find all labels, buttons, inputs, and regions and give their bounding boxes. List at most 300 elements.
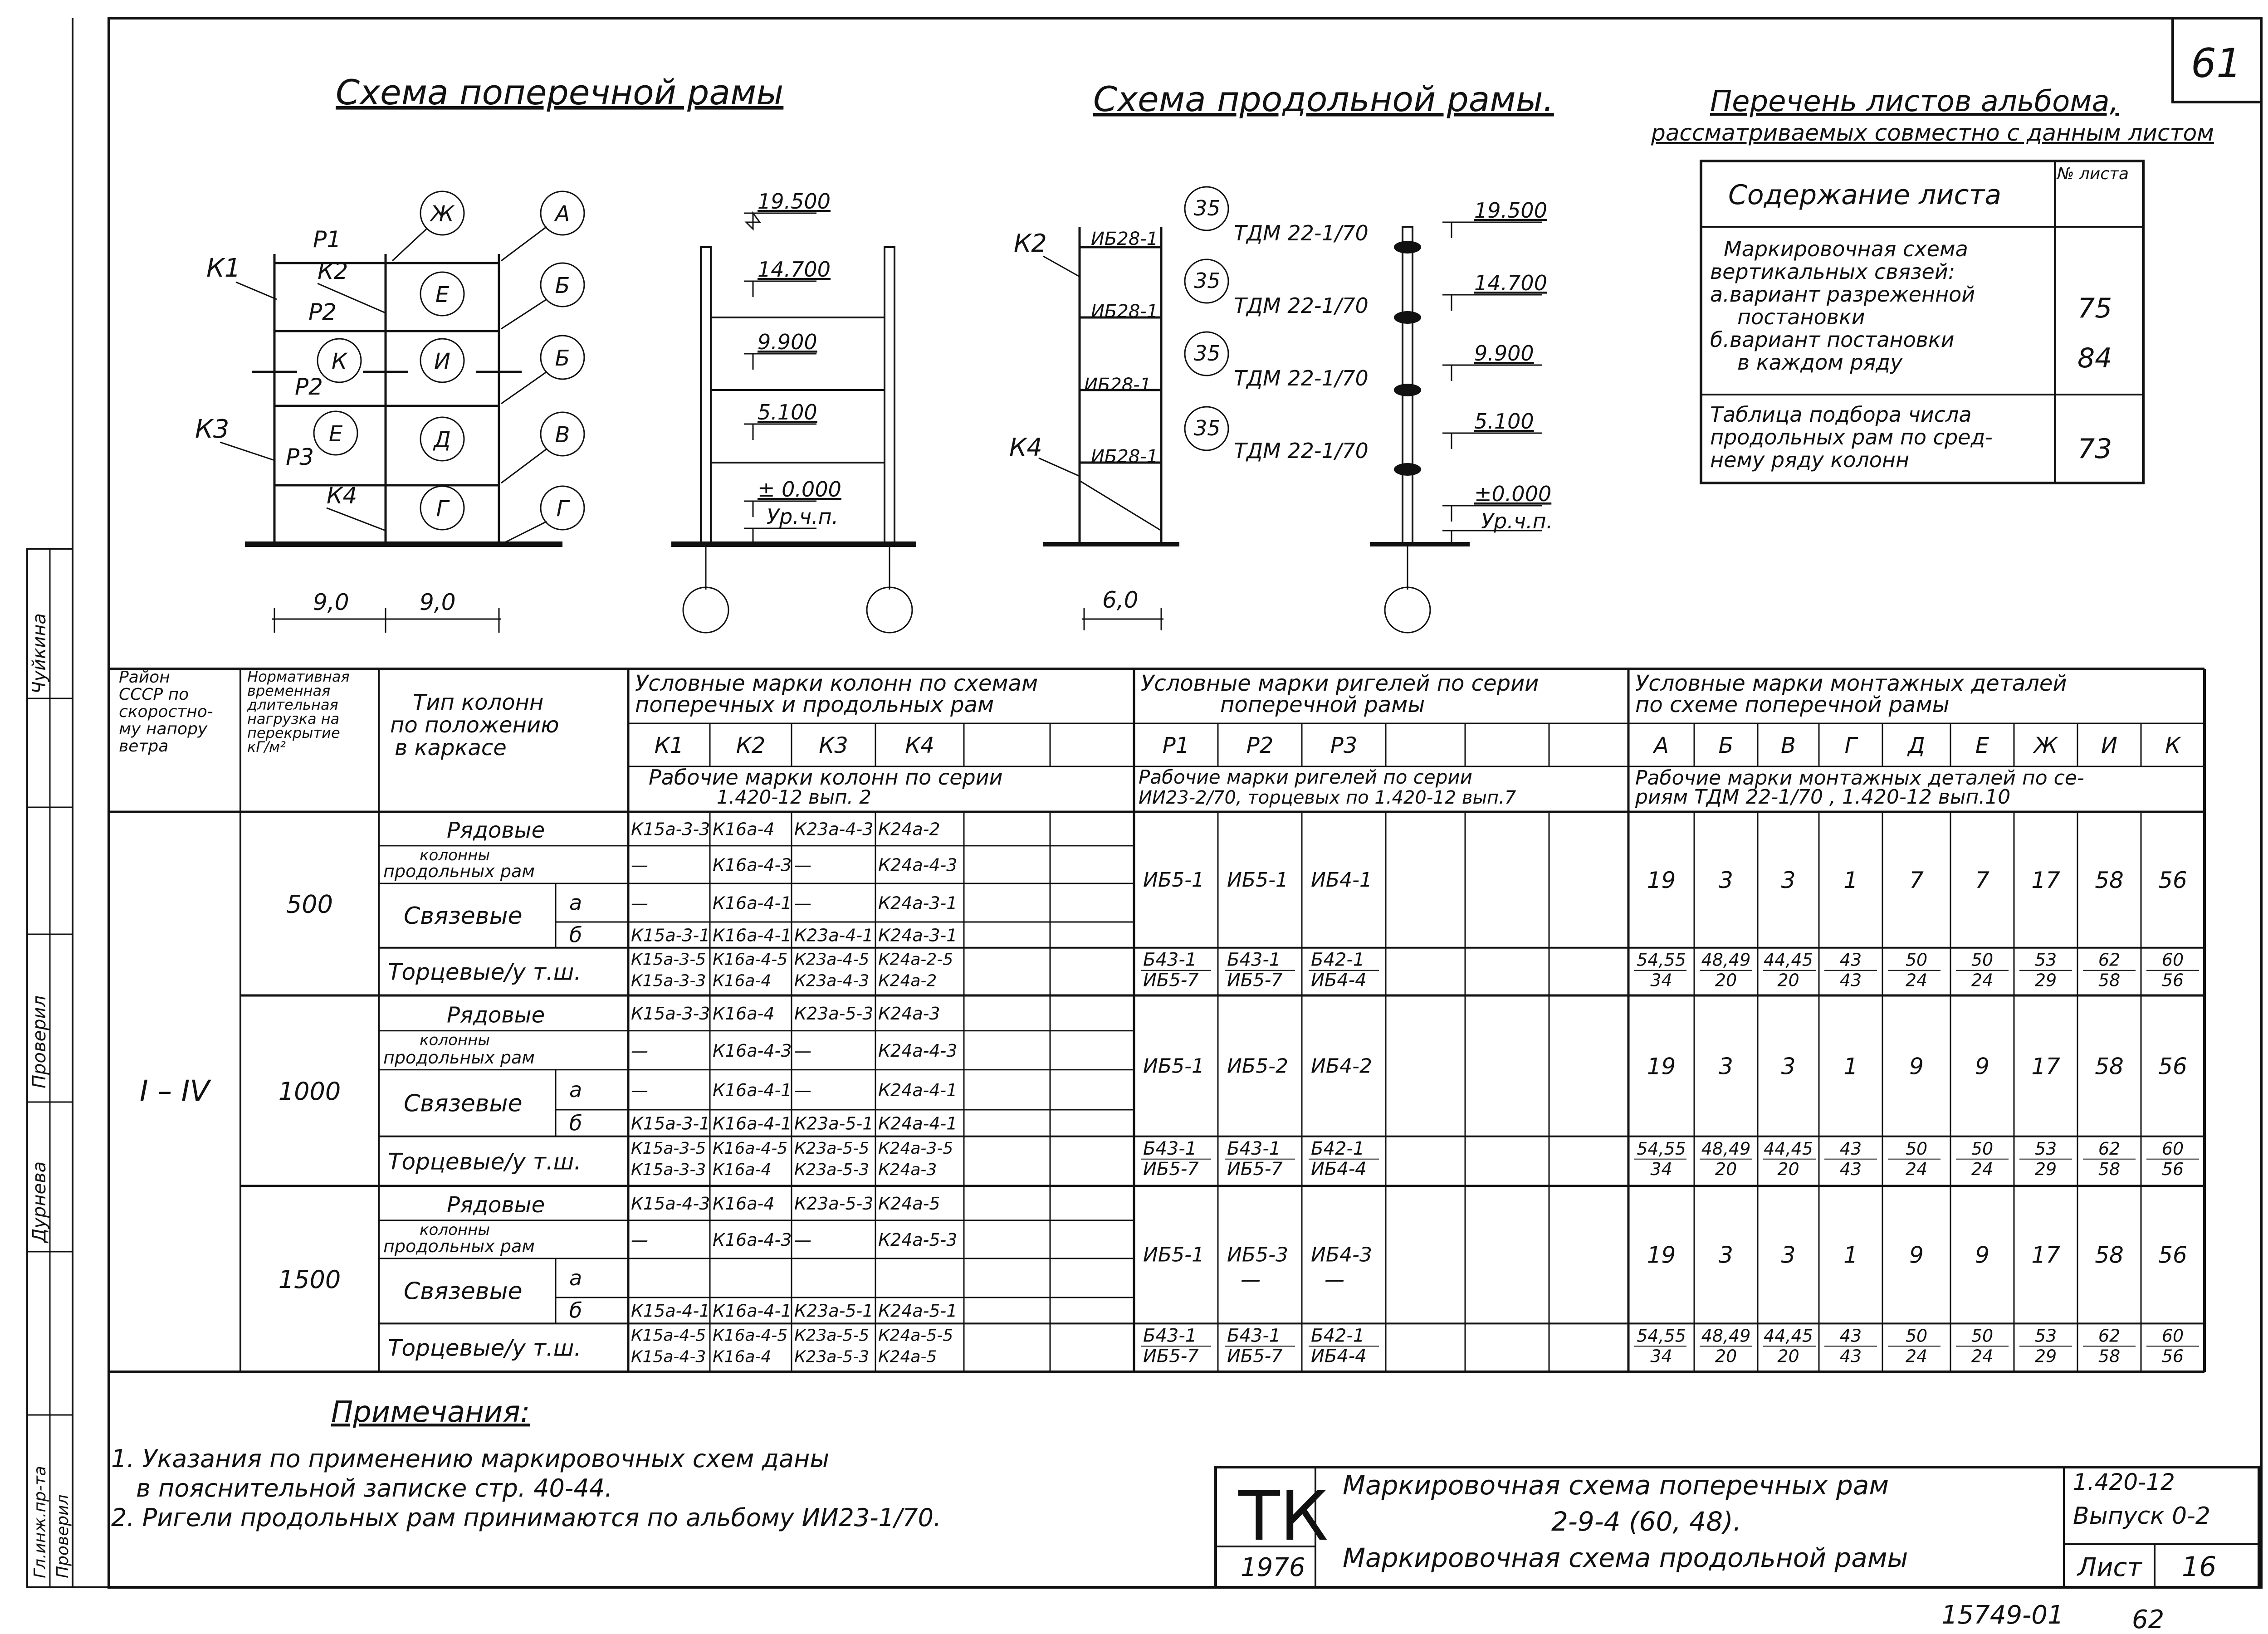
detail-end-mark: 20 bbox=[1777, 1159, 1799, 1179]
detail-end-mark: 53 bbox=[2034, 950, 2057, 970]
svg-text:продольных рам по сред-: продольных рам по сред- bbox=[1710, 425, 1993, 449]
column-mark: К16а-4 bbox=[713, 1003, 775, 1024]
detail-end-mark: 58 bbox=[2098, 970, 2121, 990]
svg-text:Таблица подбора числа: Таблица подбора числа bbox=[1710, 402, 1972, 427]
load-value: 1000 bbox=[278, 1077, 341, 1106]
column-mark: К24а-4-3 bbox=[878, 855, 958, 875]
svg-text:К4: К4 bbox=[1009, 433, 1042, 462]
type-brace: Связевые bbox=[404, 902, 523, 930]
column-mark: К24а-3 bbox=[878, 1160, 937, 1179]
svg-text:19.500: 19.500 bbox=[758, 189, 831, 214]
column-mark: — bbox=[794, 1229, 811, 1250]
detail-mark: 17 bbox=[2031, 1242, 2060, 1268]
svg-text:16: 16 bbox=[2182, 1551, 2217, 1583]
detail-end-mark: 56 bbox=[2161, 1159, 2184, 1179]
svg-text:75: 75 bbox=[2077, 293, 2112, 324]
column-mark: К16а-4 bbox=[713, 819, 775, 839]
column-mark: К24а-2 bbox=[878, 819, 940, 839]
column-mark: К15а-3-1 bbox=[631, 1113, 710, 1134]
header-load: перекрытие bbox=[247, 724, 340, 741]
detail-mark: 3 bbox=[1781, 1242, 1796, 1268]
svg-text:В: В bbox=[555, 422, 570, 448]
detail-end-mark: 60 bbox=[2161, 1138, 2184, 1159]
column-mark: К23а-4-1 bbox=[794, 925, 874, 946]
svg-text:в каждом ряду: в каждом ряду bbox=[1737, 350, 1903, 375]
column-mark: — bbox=[631, 1080, 648, 1100]
beam-mark: ИБ4-3 bbox=[1311, 1243, 1372, 1267]
column-mark: К24а-4-3 bbox=[878, 1040, 958, 1061]
beam-end-mark: ИБ4-4 bbox=[1311, 1346, 1367, 1367]
type-long: продольных рам bbox=[383, 861, 535, 881]
beam-end-mark: Б43-1 bbox=[1227, 949, 1281, 971]
header-col-mark: К3 bbox=[819, 733, 848, 758]
frame-section bbox=[671, 189, 916, 633]
detail-end-mark: 20 bbox=[1777, 970, 1799, 990]
column-mark: К16а-4-3 bbox=[713, 1229, 792, 1250]
detail-end-mark: 29 bbox=[2034, 1159, 2057, 1179]
detail-end-mark: 48,49 bbox=[1701, 1326, 1751, 1346]
detail-end-mark: 62 bbox=[2098, 1326, 2121, 1346]
svg-text:ИБ28-1: ИБ28-1 bbox=[1091, 446, 1158, 467]
detail-end-mark: 34 bbox=[1650, 970, 1672, 990]
header-beams-group: Условные марки ригелей по серии bbox=[1141, 671, 1539, 696]
detail-end-mark: 43 bbox=[1839, 1159, 1862, 1179]
type-a: а bbox=[569, 1265, 582, 1290]
header-region: му напору bbox=[119, 720, 208, 738]
detail-end-mark: 43 bbox=[1839, 970, 1862, 990]
svg-text:Г: Г bbox=[556, 496, 569, 522]
list-title-1: Перечень листов альбома, bbox=[1710, 85, 2119, 118]
tk-mark: ТК bbox=[1238, 1477, 1329, 1556]
main-table bbox=[109, 668, 2204, 1372]
svg-text:К: К bbox=[331, 349, 347, 374]
svg-text:2-9-4 (60, 48).: 2-9-4 (60, 48). bbox=[1551, 1506, 1742, 1537]
svg-text:35: 35 bbox=[1194, 268, 1221, 293]
type-b: б bbox=[569, 922, 582, 947]
detail-mark: 56 bbox=[2158, 1053, 2187, 1080]
column-mark: К16а-4-3 bbox=[713, 855, 792, 875]
svg-text:ТДМ 22-1/70: ТДМ 22-1/70 bbox=[1234, 293, 1369, 318]
detail-end-mark: 58 bbox=[2098, 1346, 2121, 1366]
detail-mark: 56 bbox=[2158, 867, 2187, 893]
column-mark: К23а-4-5 bbox=[794, 950, 870, 969]
type-a: а bbox=[569, 1077, 582, 1102]
svg-text:Р1: Р1 bbox=[313, 226, 341, 253]
svg-text:35: 35 bbox=[1194, 416, 1221, 440]
detail-mark: 7 bbox=[1909, 867, 1924, 893]
column-mark: — bbox=[631, 1229, 648, 1250]
beam-end-mark: Б43-1 bbox=[1227, 1325, 1281, 1346]
svg-text:К2: К2 bbox=[1014, 229, 1047, 258]
detail-mark: 19 bbox=[1647, 1053, 1676, 1080]
svg-text:Б: Б bbox=[555, 273, 570, 298]
beam-mark: ИБ4-2 bbox=[1311, 1054, 1372, 1078]
svg-text:б.вариант постановки: б.вариант постановки bbox=[1710, 327, 1955, 352]
column-mark: К15а-3-3 bbox=[631, 971, 706, 990]
beam-mark: ИБ5-2 bbox=[1227, 1054, 1288, 1078]
detail-end-mark: 54,55 bbox=[1637, 1138, 1686, 1159]
bottom-page: 62 bbox=[2132, 1605, 2165, 1634]
region-value: I – IV bbox=[139, 1074, 210, 1108]
header-load: кГ/м² bbox=[247, 738, 286, 756]
beam-mark: ИБ5-1 bbox=[1143, 868, 1204, 892]
beam-end-mark: ИБ5-7 bbox=[1143, 970, 1199, 991]
svg-text:19.500: 19.500 bbox=[1474, 198, 1547, 223]
column-mark: — bbox=[631, 893, 648, 913]
detail-mark: 3 bbox=[1781, 1053, 1796, 1080]
detail-mark: 7 bbox=[1975, 867, 1989, 893]
detail-end-mark: 50 bbox=[1971, 1138, 1994, 1159]
header-columns-group: Условные марки колонн по схемам bbox=[635, 671, 1038, 696]
header-detail-mark: И bbox=[2101, 733, 2117, 758]
detail-end-mark: 24 bbox=[1971, 1346, 1994, 1366]
svg-text:И: И bbox=[434, 349, 450, 374]
svg-text:постановки: постановки bbox=[1737, 305, 1865, 329]
svg-text:Лист: Лист bbox=[2077, 1553, 2142, 1582]
column-mark: К15а-3-5 bbox=[631, 1139, 706, 1158]
header-type: по положению bbox=[390, 712, 559, 738]
header-detail-mark: А bbox=[1654, 733, 1669, 758]
detail-end-mark: 44,45 bbox=[1764, 1138, 1813, 1159]
column-mark: К16а-4 bbox=[713, 1160, 772, 1179]
detail-mark: 3 bbox=[1719, 1242, 1733, 1268]
column-mark: К23а-4-3 bbox=[794, 971, 870, 990]
svg-text:Содержание листа: Содержание листа bbox=[1728, 179, 2002, 211]
beam-mark: — bbox=[1325, 1268, 1344, 1292]
tk-year: 1976 bbox=[1241, 1553, 1305, 1582]
detail-end-mark: 60 bbox=[2161, 950, 2184, 970]
svg-text:ТДМ 22-1/70: ТДМ 22-1/70 bbox=[1234, 221, 1369, 245]
svg-text:ИБ28-1: ИБ28-1 bbox=[1091, 301, 1158, 322]
svg-text:35: 35 bbox=[1194, 196, 1221, 220]
detail-end-mark: 54,55 bbox=[1637, 1326, 1686, 1346]
detail-end-mark: 56 bbox=[2161, 970, 2184, 990]
column-mark: К16а-4 bbox=[713, 971, 772, 990]
column-mark: — bbox=[794, 1040, 811, 1061]
detail-end-mark: 53 bbox=[2034, 1138, 2057, 1159]
column-mark: К24а-5 bbox=[878, 1193, 940, 1214]
column-mark: К15а-3-1 bbox=[631, 925, 710, 946]
type-long: продольных рам bbox=[383, 1236, 535, 1256]
load-value: 500 bbox=[286, 890, 333, 919]
svg-text:14.700: 14.700 bbox=[758, 257, 831, 282]
svg-text:К1: К1 bbox=[206, 254, 241, 283]
header-region: Район bbox=[119, 668, 170, 687]
column-mark: К15а-4-1 bbox=[631, 1301, 710, 1321]
column-mark: — bbox=[794, 1080, 811, 1100]
note-1: 1. Указания по применению маркировочных схем даны bbox=[111, 1444, 829, 1473]
detail-end-mark: 50 bbox=[1905, 1326, 1928, 1346]
detail-mark: 1 bbox=[1843, 1053, 1858, 1080]
svg-text:±0.000: ±0.000 bbox=[1474, 482, 1552, 506]
header-beam-mark: Р2 bbox=[1246, 733, 1274, 758]
svg-text:9.900: 9.900 bbox=[1474, 341, 1534, 366]
svg-text:К4: К4 bbox=[327, 483, 357, 509]
svg-text:К2: К2 bbox=[318, 258, 348, 284]
header-detail-mark: К bbox=[2165, 733, 2181, 758]
stamp-name-1: Чуйкина bbox=[29, 613, 50, 694]
column-mark: К24а-4-1 bbox=[878, 1113, 958, 1134]
detail-mark: 17 bbox=[2031, 1053, 2060, 1080]
detail-mark: 1 bbox=[1843, 867, 1858, 893]
beam-end-mark: Б42-1 bbox=[1311, 1138, 1365, 1159]
stamp-role-1: Проверил bbox=[29, 995, 50, 1088]
header-col-mark: К2 bbox=[736, 733, 766, 758]
column-mark: К23а-5-1 bbox=[794, 1113, 874, 1134]
svg-text:Маркировочная схема продольной: Маркировочная схема продольной рамы bbox=[1343, 1542, 1908, 1573]
column-mark: К16а-4 bbox=[713, 1193, 775, 1214]
type-long: продольных рам bbox=[383, 1047, 535, 1068]
beam-end-mark: Б43-1 bbox=[1227, 1138, 1281, 1159]
detail-end-mark: 24 bbox=[1905, 1159, 1928, 1179]
column-mark: К16а-4-5 bbox=[713, 950, 788, 969]
longitudinal-title: Схема продольной рамы. bbox=[1093, 79, 1554, 119]
header-col-mark: К4 bbox=[905, 733, 934, 758]
detail-end-mark: 24 bbox=[1905, 970, 1928, 990]
column-mark: К16а-4-5 bbox=[713, 1139, 788, 1158]
margin-stamp bbox=[27, 549, 73, 1587]
dim-2: 9,0 bbox=[420, 589, 456, 615]
svg-text:ТДМ 22-1/70: ТДМ 22-1/70 bbox=[1234, 439, 1369, 463]
detail-end-mark: 20 bbox=[1777, 1346, 1799, 1366]
column-mark: К16а-4-1 bbox=[713, 1113, 792, 1134]
detail-mark: 58 bbox=[2095, 867, 2124, 893]
header-details-group: по схеме поперечной рамы bbox=[1635, 692, 1950, 717]
beam-mark: ИБ5-1 bbox=[1227, 868, 1288, 892]
svg-text:84: 84 bbox=[2077, 342, 2112, 374]
header-columns-group: поперечных и продольных рам bbox=[635, 692, 994, 717]
type-row: Рядовые bbox=[447, 1002, 545, 1028]
svg-text:Р3: Р3 bbox=[286, 444, 314, 470]
type-long: колонны bbox=[420, 1220, 490, 1239]
svg-text:ТДМ 22-1/70: ТДМ 22-1/70 bbox=[1234, 366, 1369, 390]
header-detail-mark: Ж bbox=[2034, 733, 2058, 758]
column-mark: К16а-4-1 bbox=[713, 925, 792, 946]
detail-end-mark: 53 bbox=[2034, 1326, 2057, 1346]
beam-end-mark: ИБ5-7 bbox=[1227, 970, 1283, 991]
detail-mark: 9 bbox=[1975, 1242, 1989, 1268]
detail-end-mark: 20 bbox=[1715, 1346, 1737, 1366]
column-mark: К16а-4 bbox=[713, 1347, 772, 1366]
detail-end-mark: 50 bbox=[1905, 1138, 1928, 1159]
detail-end-mark: 50 bbox=[1971, 1326, 1994, 1346]
beam-end-mark: Б43-1 bbox=[1143, 1325, 1197, 1346]
svg-text:Е: Е bbox=[328, 421, 343, 447]
svg-text:К3: К3 bbox=[195, 415, 230, 444]
header-beams-group: поперечной рамы bbox=[1220, 692, 1425, 717]
detail-mark: 19 bbox=[1647, 867, 1676, 893]
column-mark: К23а-5-3 bbox=[794, 1003, 874, 1024]
column-mark: — bbox=[794, 893, 811, 913]
svg-text:5.100: 5.100 bbox=[758, 400, 817, 424]
beam-end-mark: ИБ5-7 bbox=[1227, 1158, 1283, 1180]
header-beams-sub: Рабочие марки ригелей по серии bbox=[1139, 766, 1472, 788]
svg-text:Ж: Ж bbox=[430, 201, 454, 227]
column-mark: К23а-5-3 bbox=[794, 1193, 874, 1214]
header-type: в каркасе bbox=[395, 735, 507, 761]
column-mark: К24а-5-3 bbox=[878, 1229, 958, 1250]
column-mark: К23а-5-1 bbox=[794, 1301, 874, 1321]
column-mark: К23а-5-3 bbox=[794, 1160, 870, 1179]
detail-end-mark: 43 bbox=[1839, 950, 1862, 970]
note-2: 2. Ригели продольных рам принимаются по альбому ИИ23-1/70. bbox=[111, 1503, 942, 1532]
page-number: 61 bbox=[2191, 40, 2242, 87]
detail-mark: 9 bbox=[1975, 1053, 1989, 1080]
longitudinal-frame-scheme bbox=[1009, 187, 1553, 633]
header-load: нагрузка на bbox=[247, 710, 340, 727]
type-brace: Связевые bbox=[404, 1090, 523, 1117]
svg-text:Ур.ч.п.: Ур.ч.п. bbox=[1481, 509, 1553, 533]
detail-end-mark: 58 bbox=[2098, 1159, 2121, 1179]
header-load: временная bbox=[247, 682, 331, 699]
beam-end-mark: Б42-1 bbox=[1311, 949, 1365, 971]
header-beam-mark: Р3 bbox=[1330, 733, 1358, 758]
detail-end-mark: 44,45 bbox=[1764, 950, 1813, 970]
svg-text:нему ряду колонн: нему ряду колонн bbox=[1710, 448, 1910, 472]
detail-end-mark: 50 bbox=[1971, 950, 1994, 970]
svg-text:Выпуск 0-2: Выпуск 0-2 bbox=[2073, 1502, 2210, 1530]
type-long: колонны bbox=[420, 846, 490, 864]
column-mark: К15а-3-3 bbox=[631, 819, 710, 839]
detail-end-mark: 24 bbox=[1971, 1159, 1994, 1179]
column-mark: К23а-4-3 bbox=[794, 819, 874, 839]
list-of-sheets-table bbox=[1701, 161, 2143, 483]
header-detail-mark: Д bbox=[1908, 733, 1925, 758]
type-brace: Связевые bbox=[404, 1278, 523, 1305]
column-mark: К23а-5-5 bbox=[794, 1326, 870, 1345]
column-mark: К24а-3-1 bbox=[878, 893, 958, 913]
column-mark: К24а-5 bbox=[878, 1347, 937, 1366]
detail-end-mark: 29 bbox=[2034, 1346, 2057, 1366]
detail-end-mark: 62 bbox=[2098, 1138, 2121, 1159]
type-end: Торцевые/у т.ш. bbox=[388, 959, 582, 985]
svg-text:Р2: Р2 bbox=[295, 374, 323, 400]
svg-text:± 0.000: ± 0.000 bbox=[758, 477, 841, 502]
detail-end-mark: 56 bbox=[2161, 1346, 2184, 1366]
svg-text:Е: Е bbox=[435, 282, 450, 307]
type-long: колонны bbox=[420, 1031, 490, 1049]
column-mark: К15а-4-3 bbox=[631, 1347, 706, 1366]
detail-end-mark: 43 bbox=[1839, 1326, 1862, 1346]
column-mark: К16а-4-1 bbox=[713, 893, 792, 913]
beam-end-mark: Б43-1 bbox=[1143, 1138, 1197, 1159]
column-mark: К16а-4-1 bbox=[713, 1301, 792, 1321]
svg-text:14.700: 14.700 bbox=[1474, 271, 1547, 295]
header-details-group: Условные марки монтажных деталей bbox=[1635, 671, 2067, 696]
notes bbox=[111, 1395, 941, 1532]
list-title-2: рассматриваемых совместно с данным листом bbox=[1651, 120, 2214, 146]
notes-title: Примечания: bbox=[331, 1395, 530, 1429]
column-mark: К24а-2-5 bbox=[878, 950, 953, 969]
detail-mark: 56 bbox=[2158, 1242, 2187, 1268]
detail-end-mark: 48,49 bbox=[1701, 950, 1751, 970]
header-type: Тип колонн bbox=[413, 690, 544, 715]
column-mark: К16а-4-3 bbox=[713, 1040, 792, 1061]
beam-end-mark: Б43-1 bbox=[1143, 949, 1197, 971]
detail-end-mark: 20 bbox=[1715, 970, 1737, 990]
svg-text:73: 73 bbox=[2077, 433, 2112, 465]
detail-mark: 3 bbox=[1719, 867, 1733, 893]
type-row: Рядовые bbox=[447, 817, 545, 843]
type-b: б bbox=[569, 1111, 582, 1136]
svg-text:А: А bbox=[555, 201, 570, 227]
detail-end-mark: 60 bbox=[2161, 1326, 2184, 1346]
svg-text:Маркировочная схема поперечных: Маркировочная схема поперечных рам bbox=[1343, 1470, 1889, 1501]
note-1b: в пояснительной записке стр. 40-44. bbox=[136, 1474, 613, 1502]
header-beams-sub: ИИ23-2/70, торцевых по 1.420-12 вып.7 bbox=[1139, 787, 1516, 808]
detail-mark: 17 bbox=[2031, 867, 2060, 893]
transverse-frame-scheme bbox=[195, 191, 584, 633]
type-b: б bbox=[569, 1298, 582, 1323]
detail-end-mark: 24 bbox=[1971, 970, 1994, 990]
detail-mark: 9 bbox=[1909, 1053, 1924, 1080]
header-detail-mark: Е bbox=[1975, 733, 1989, 758]
beam-end-mark: ИБ4-4 bbox=[1311, 970, 1367, 991]
svg-text:Г: Г bbox=[436, 496, 449, 522]
header-details-sub: Рабочие марки монтажных деталей по се- bbox=[1635, 766, 2084, 790]
detail-end-mark: 29 bbox=[2034, 970, 2057, 990]
svg-text:Маркировочная схема: Маркировочная схема bbox=[1724, 237, 1968, 261]
svg-text:а.вариант разреженной: а.вариант разреженной bbox=[1710, 282, 1975, 307]
column-mark: — bbox=[631, 1040, 648, 1061]
header-detail-mark: Б bbox=[1718, 733, 1734, 758]
header-load: длительная bbox=[247, 696, 338, 713]
detail-mark: 3 bbox=[1781, 867, 1796, 893]
header-columns-sub: 1.420-12 вып. 2 bbox=[717, 786, 871, 808]
beam-end-mark: Б42-1 bbox=[1311, 1325, 1365, 1346]
header-region: СССР по bbox=[119, 685, 189, 704]
load-value: 1500 bbox=[278, 1265, 341, 1294]
column-mark: К24а-4-1 bbox=[878, 1080, 958, 1100]
column-mark: К24а-5-5 bbox=[878, 1326, 953, 1345]
beam-end-mark: ИБ5-7 bbox=[1143, 1158, 1199, 1180]
type-row: Рядовые bbox=[447, 1192, 545, 1218]
detail-end-mark: 50 bbox=[1905, 950, 1928, 970]
detail-mark: 58 bbox=[2095, 1242, 2124, 1268]
column-mark: К24а-3-1 bbox=[878, 925, 958, 946]
beam-end-mark: ИБ5-7 bbox=[1143, 1346, 1199, 1367]
column-mark: К15а-3-3 bbox=[631, 1160, 706, 1179]
detail-mark: 58 bbox=[2095, 1053, 2124, 1080]
column-mark: К24а-5-1 bbox=[878, 1301, 958, 1321]
header-col-mark: К1 bbox=[654, 733, 684, 758]
detail-end-mark: 43 bbox=[1839, 1138, 1862, 1159]
header-detail-mark: Г bbox=[1844, 733, 1857, 758]
header-detail-mark: В bbox=[1781, 733, 1796, 758]
column-mark: К24а-3-5 bbox=[878, 1139, 953, 1158]
detail-mark: 19 bbox=[1647, 1242, 1676, 1268]
column-mark: К24а-3 bbox=[878, 1003, 940, 1024]
header-region: ветра bbox=[119, 737, 169, 756]
detail-end-mark: 34 bbox=[1650, 1346, 1672, 1366]
column-mark: К15а-4-3 bbox=[631, 1193, 710, 1214]
column-mark: К16а-4-5 bbox=[713, 1326, 788, 1345]
header-load: Нормативная bbox=[247, 668, 350, 685]
svg-text:9.900: 9.900 bbox=[758, 330, 817, 354]
column-mark: К23а-5-3 bbox=[794, 1347, 870, 1366]
header-columns-sub: Рабочие марки колонн по серии bbox=[649, 765, 1003, 790]
column-mark: К24а-2 bbox=[878, 971, 937, 990]
detail-end-mark: 34 bbox=[1650, 1159, 1672, 1179]
svg-text:вертикальных связей:: вертикальных связей: bbox=[1710, 259, 1955, 284]
title-block bbox=[1216, 1467, 2259, 1587]
column-mark: К23а-5-5 bbox=[794, 1139, 870, 1158]
column-mark: К16а-4-1 bbox=[713, 1080, 792, 1100]
header-region: скоростно- bbox=[119, 702, 213, 721]
svg-text:35: 35 bbox=[1194, 341, 1221, 366]
svg-text:1.420-12: 1.420-12 bbox=[2073, 1469, 2175, 1495]
dim-1: 9,0 bbox=[313, 589, 349, 615]
